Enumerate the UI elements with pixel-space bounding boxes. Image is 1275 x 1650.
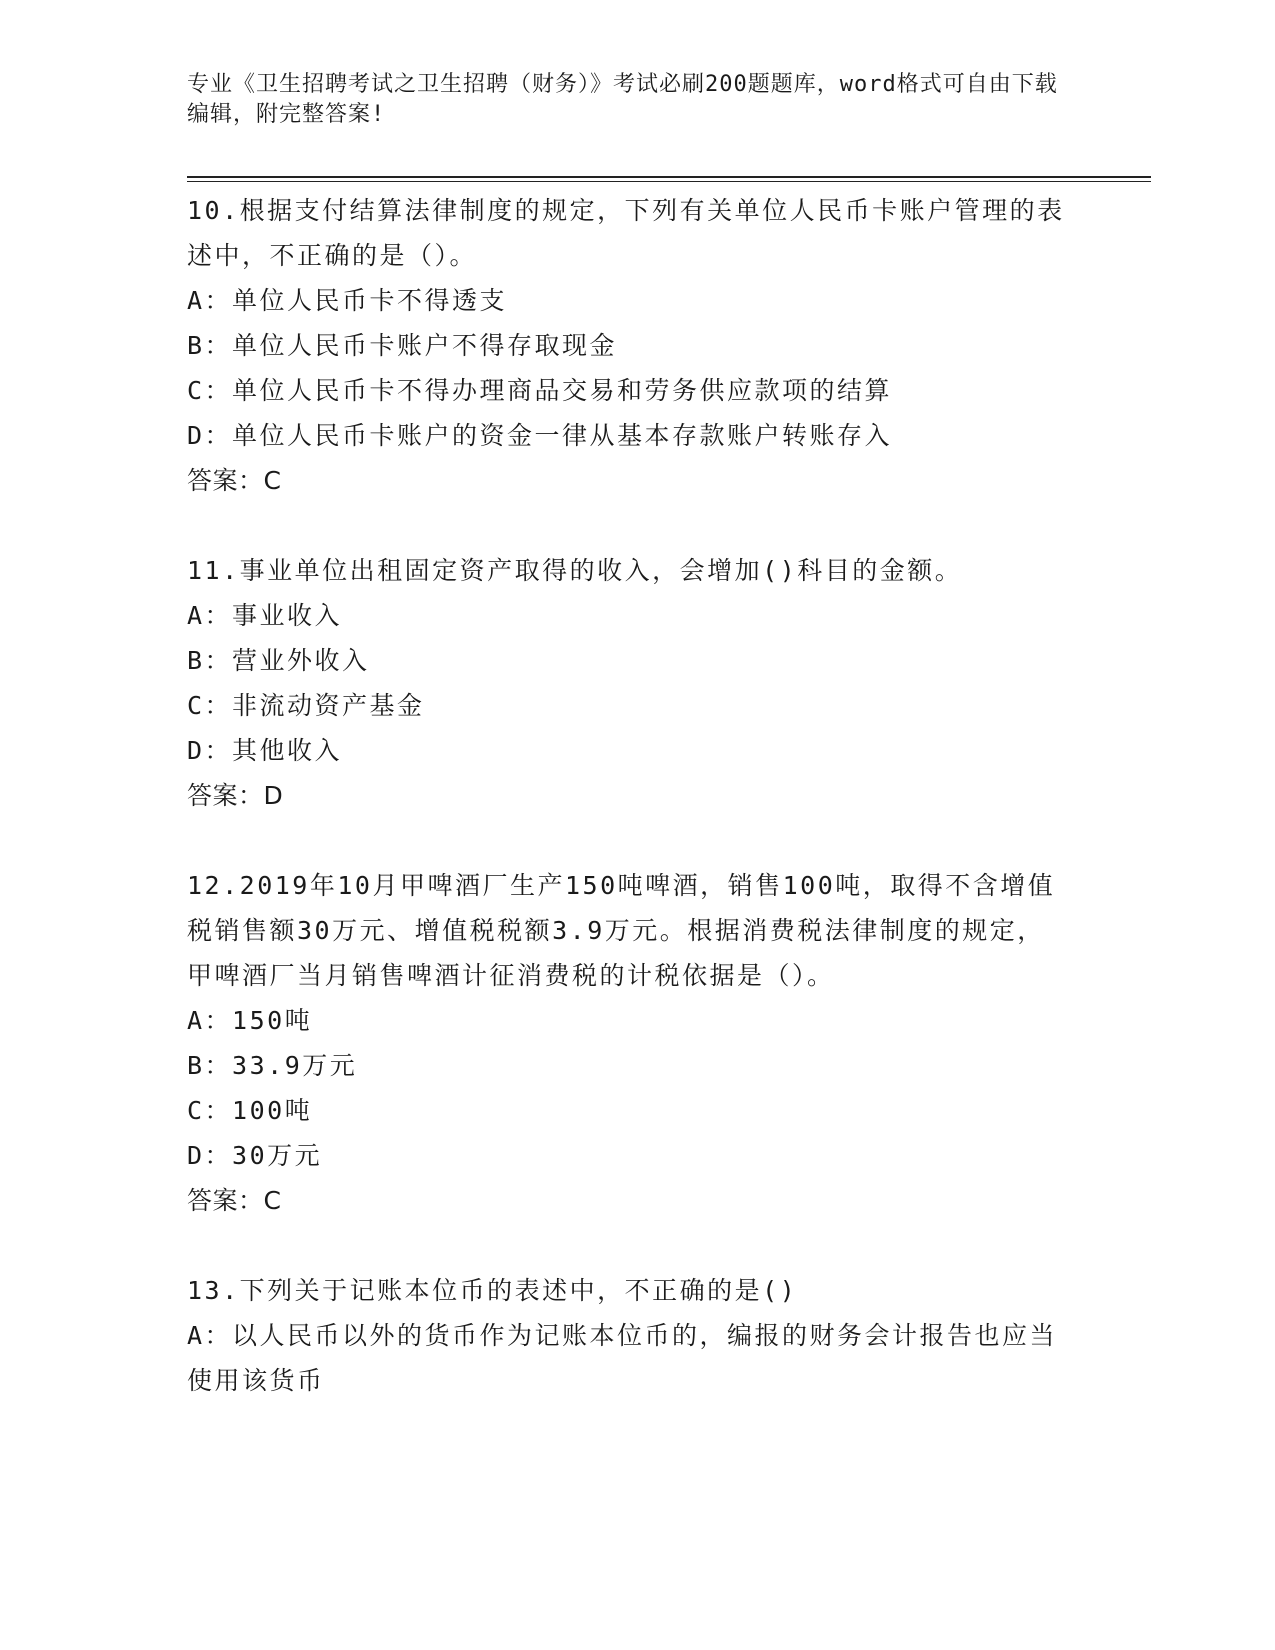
question-stem: 13.下列关于记账本位币的表述中，不正确的是() [187,1276,798,1305]
option-d: D：30万元 [187,1141,323,1170]
question-10 [187,188,1067,503]
option-b: B：单位人民币卡账户不得存取现金 [187,331,618,360]
question-12 [187,863,1067,1223]
option-a: A：以人民币以外的货币作为记账本位币的，编报的财务会计报告也应当使用该货币 [187,1321,1058,1395]
option-a: A：150吨 [187,1006,313,1035]
question-stem: 11.事业单位出租固定资产取得的收入，会增加()科目的金额。 [187,556,963,585]
header-divider-thin [187,181,1151,182]
option-d: D：单位人民币卡账户的资金一律从基本存款账户转账存入 [187,421,893,450]
option-b: B：33.9万元 [187,1051,358,1080]
option-d: D：其他收入 [187,736,343,765]
option-b: B：营业外收入 [187,646,370,675]
option-c: C：100吨 [187,1096,313,1125]
option-c: C：非流动资产基金 [187,691,425,720]
question-list [187,188,1067,1403]
question-stem: 10.根据支付结算法律制度的规定，下列有关单位人民币卡账户管理的表述中，不正确的是（）。 [187,196,1065,270]
option-c: C：单位人民币卡不得办理商品交易和劳务供应款项的结算 [187,376,893,405]
option-a: A：单位人民币卡不得透支 [187,286,508,315]
answer: 答案：C [187,1186,282,1215]
answer: 答案：D [187,781,284,810]
question-13 [187,1268,1067,1403]
document-header: 专业《卫生招聘考试之卫生招聘（财务）》考试必刷200题题库，word格式可自由下载编辑，附完整答案! [187,72,1058,127]
option-a: A：事业收入 [187,601,343,630]
header-divider-thick [187,176,1151,178]
answer: 答案：C [187,466,282,495]
question-11 [187,548,1067,818]
question-stem: 12.2019年10月甲啤酒厂生产150吨啤酒，销售100吨，取得不含增值税销售额30万元、增值税税额3.9万元。根据消费税法律制度的规定，甲啤酒厂当月销售啤酒计征消费税的计税依据是（）。 [187,871,1056,990]
